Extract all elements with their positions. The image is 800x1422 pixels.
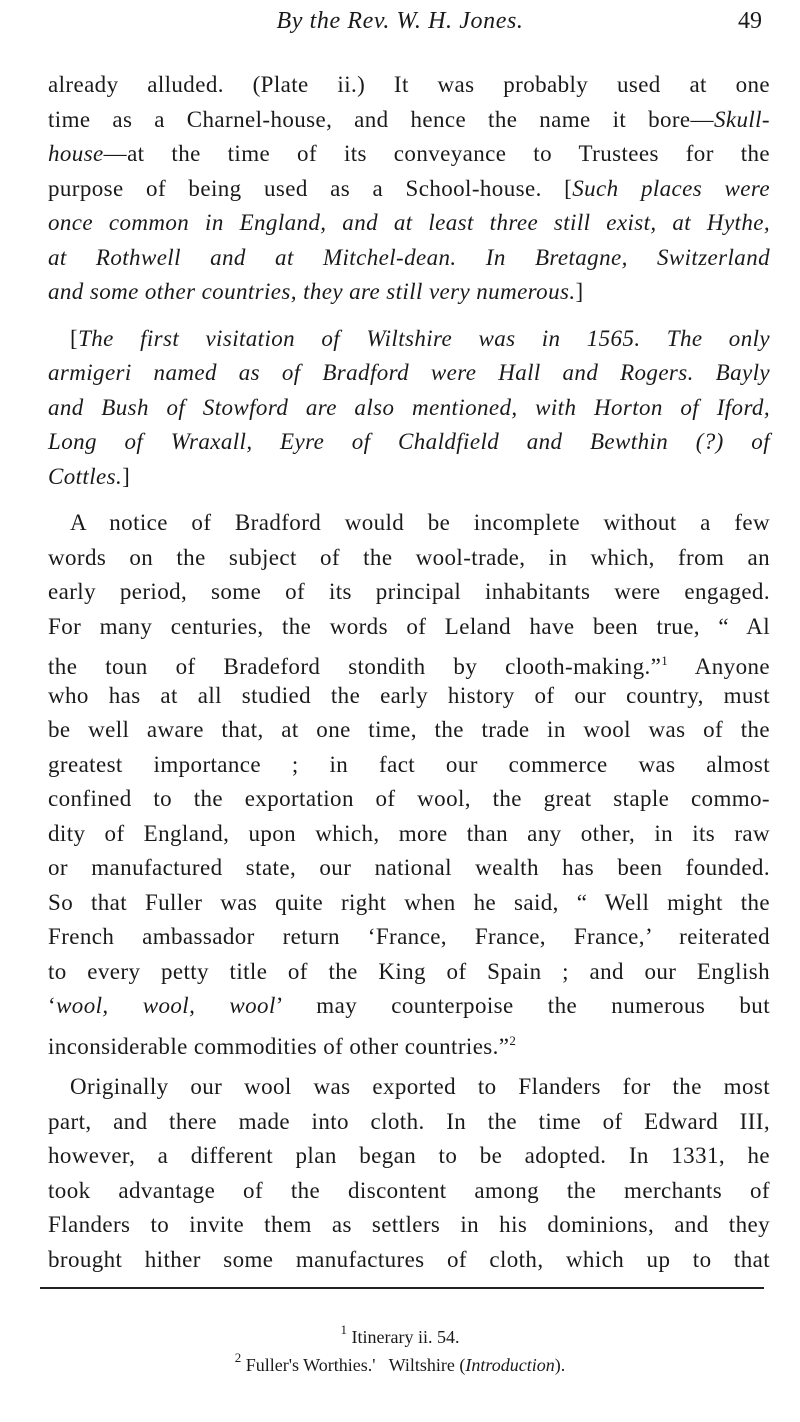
text-line xyxy=(48,241,770,276)
text-run: For many centuries, the words of Leland have been true, “ Al xyxy=(48,613,770,639)
text-run: to every petty title of the King of Spain ; and our English xyxy=(48,958,770,984)
text-run: inconsiderable commodities of other countries.” xyxy=(48,1033,510,1059)
italic-text: armigeri named as of Bradford were Hall and Rogers. Bayly xyxy=(48,360,770,385)
footnote-text: Fuller's Worthies.' Wiltshire ( xyxy=(245,1355,466,1375)
text-line xyxy=(48,748,770,783)
footnote-text: Itinerary ii. 54. xyxy=(351,1327,460,1347)
text-run: ’ may counterpoise the numerous but xyxy=(275,993,770,1018)
text-line xyxy=(48,920,770,955)
text-line xyxy=(48,322,770,357)
text-run: —at the time of its conveyance to Trustees for the xyxy=(103,141,770,166)
text-run: time as a Charnel-house, and hence the name it bore— xyxy=(48,106,714,132)
footnote-tail: ). xyxy=(554,1355,566,1375)
text-line xyxy=(48,713,770,748)
text-line xyxy=(48,137,770,172)
footnote-reference: 1 xyxy=(661,653,669,668)
footnote-reference: 2 xyxy=(509,1032,517,1048)
footnote-2 xyxy=(0,1350,800,1376)
text-line xyxy=(48,886,770,921)
text-run: Flanders to invite them as settlers in his dominions, and they xyxy=(48,1212,770,1237)
text-run: ] xyxy=(122,463,131,489)
text-run: French ambassador return ‘France, France, France,’ reiterated xyxy=(48,924,770,949)
text-run: ] xyxy=(575,279,584,304)
footnote-1 xyxy=(0,1322,800,1348)
paragraph xyxy=(48,68,770,310)
footnote-divider xyxy=(40,1287,764,1289)
text-line xyxy=(48,541,770,576)
text-run: Originally our wool was exported to Flanders for the most xyxy=(70,1074,770,1099)
text-line xyxy=(48,782,770,817)
text-line xyxy=(48,1105,770,1140)
text-run: dity of England, upon which, more than any other, in its raw xyxy=(48,820,770,846)
running-title: By the Rev. W. H. Jones. xyxy=(276,8,524,34)
footnote-marker: 2 xyxy=(234,1350,242,1365)
page-number: 49 xyxy=(738,8,762,34)
text-run: took advantage of the discontent among the merchants of xyxy=(48,1177,770,1203)
italic-text: Such places were xyxy=(572,175,770,201)
text-line xyxy=(48,172,770,207)
text-run: Anyone xyxy=(668,654,770,679)
text-line xyxy=(48,103,770,138)
text-line xyxy=(48,460,770,495)
text-line xyxy=(48,817,770,852)
text-run: A notice of Bradford would be incomplete without a few xyxy=(70,510,770,535)
italic-text: once common in England, and at least three still exist, at Hythe, xyxy=(48,210,770,235)
text-line xyxy=(48,1024,770,1059)
text-line xyxy=(48,1174,770,1209)
text-run: be well aware that, at one time, the trade in wool was of the xyxy=(48,717,770,742)
italic-text: Long of Wraxall, Eyre of Chaldfield and Bewthin (?) of xyxy=(48,429,770,454)
text-line xyxy=(48,989,770,1024)
italic-text: Cottles. xyxy=(48,463,123,489)
italic-text: and Bush of Stowford are also mentioned, with Horton of Iford, xyxy=(48,394,770,420)
footnote-marker: 1 xyxy=(340,1322,348,1337)
paragraph xyxy=(48,322,770,495)
text-run: words on the subject of the wool-trade, in which, from an xyxy=(48,544,770,570)
text-run: the toun of Bradeford stondith by clooth-making.” xyxy=(48,654,662,679)
text-run: early period, some of its principal inhabitants were engaged. xyxy=(48,579,770,604)
text-line xyxy=(48,68,770,103)
text-line xyxy=(48,275,770,310)
text-run: brought hither some manufactures of cloth, which up to that xyxy=(48,1246,770,1272)
text-line xyxy=(48,575,770,610)
body-text xyxy=(48,68,770,1277)
text-run: part, and there made into cloth. In the time of Edward III, xyxy=(48,1108,770,1134)
footnote-italic: Introduction xyxy=(465,1355,555,1375)
italic-text: wool, wool, wool xyxy=(56,993,276,1018)
text-line xyxy=(48,644,770,679)
text-line xyxy=(48,1243,770,1278)
italic-text: and some other countries, they are still very numerous. xyxy=(48,279,576,304)
italic-text: at Rothwell and at Mitchel-dean. In Bretagne, Switzerland xyxy=(48,244,770,270)
text-run: So that Fuller was quite right when he said, “ Well might the xyxy=(48,889,770,915)
text-line xyxy=(48,425,770,460)
text-run: greatest importance ; in fact our commerce was almost xyxy=(48,751,770,777)
text-run: who has at all studied the early history of our country, must xyxy=(48,682,770,708)
text-line xyxy=(48,955,770,990)
text-line xyxy=(48,1070,770,1105)
italic-text: Skull- xyxy=(713,106,770,132)
italic-text: house xyxy=(48,141,104,166)
text-line xyxy=(48,1139,770,1174)
italic-text: The first visitation of Wiltshire was in 1565. The only xyxy=(78,325,770,351)
text-run: or manufactured state, our national wealth has been founded. xyxy=(48,855,770,880)
text-run: [ xyxy=(70,325,79,351)
text-line xyxy=(48,391,770,426)
text-line xyxy=(48,356,770,391)
text-run: purpose of being used as a School-house. [ xyxy=(48,175,573,201)
text-line xyxy=(48,610,770,645)
text-run: already alluded. (Plate ii.) It was probably used at one xyxy=(48,72,770,97)
text-run: confined to the exportation of wool, the great staple commo- xyxy=(48,786,770,811)
text-run: however, a different plan began to be adopted. In 1331, he xyxy=(48,1143,770,1168)
text-run: ‘ xyxy=(48,993,57,1018)
text-line xyxy=(48,206,770,241)
paragraph xyxy=(48,506,770,1058)
text-line xyxy=(48,679,770,714)
text-line xyxy=(48,506,770,541)
text-line xyxy=(48,1208,770,1243)
text-line xyxy=(48,851,770,886)
paragraph xyxy=(48,1070,770,1277)
